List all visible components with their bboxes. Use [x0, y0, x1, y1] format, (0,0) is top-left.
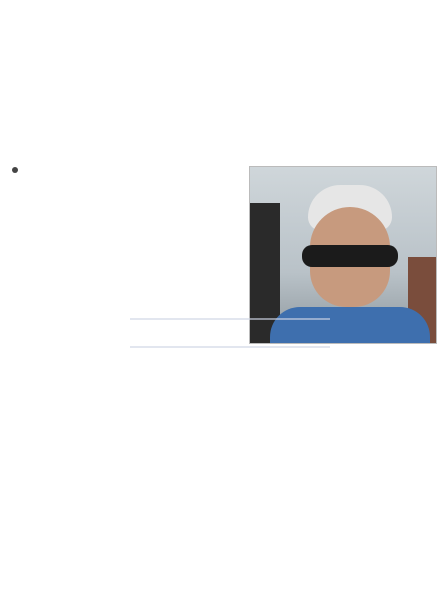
bullet-icon — [12, 167, 18, 173]
headline — [6, 4, 442, 154]
article-body — [6, 182, 442, 596]
headline-line-3 — [6, 100, 442, 148]
headline-line-2 — [6, 52, 442, 100]
headline-line-1 — [6, 4, 442, 52]
byline — [6, 162, 246, 182]
